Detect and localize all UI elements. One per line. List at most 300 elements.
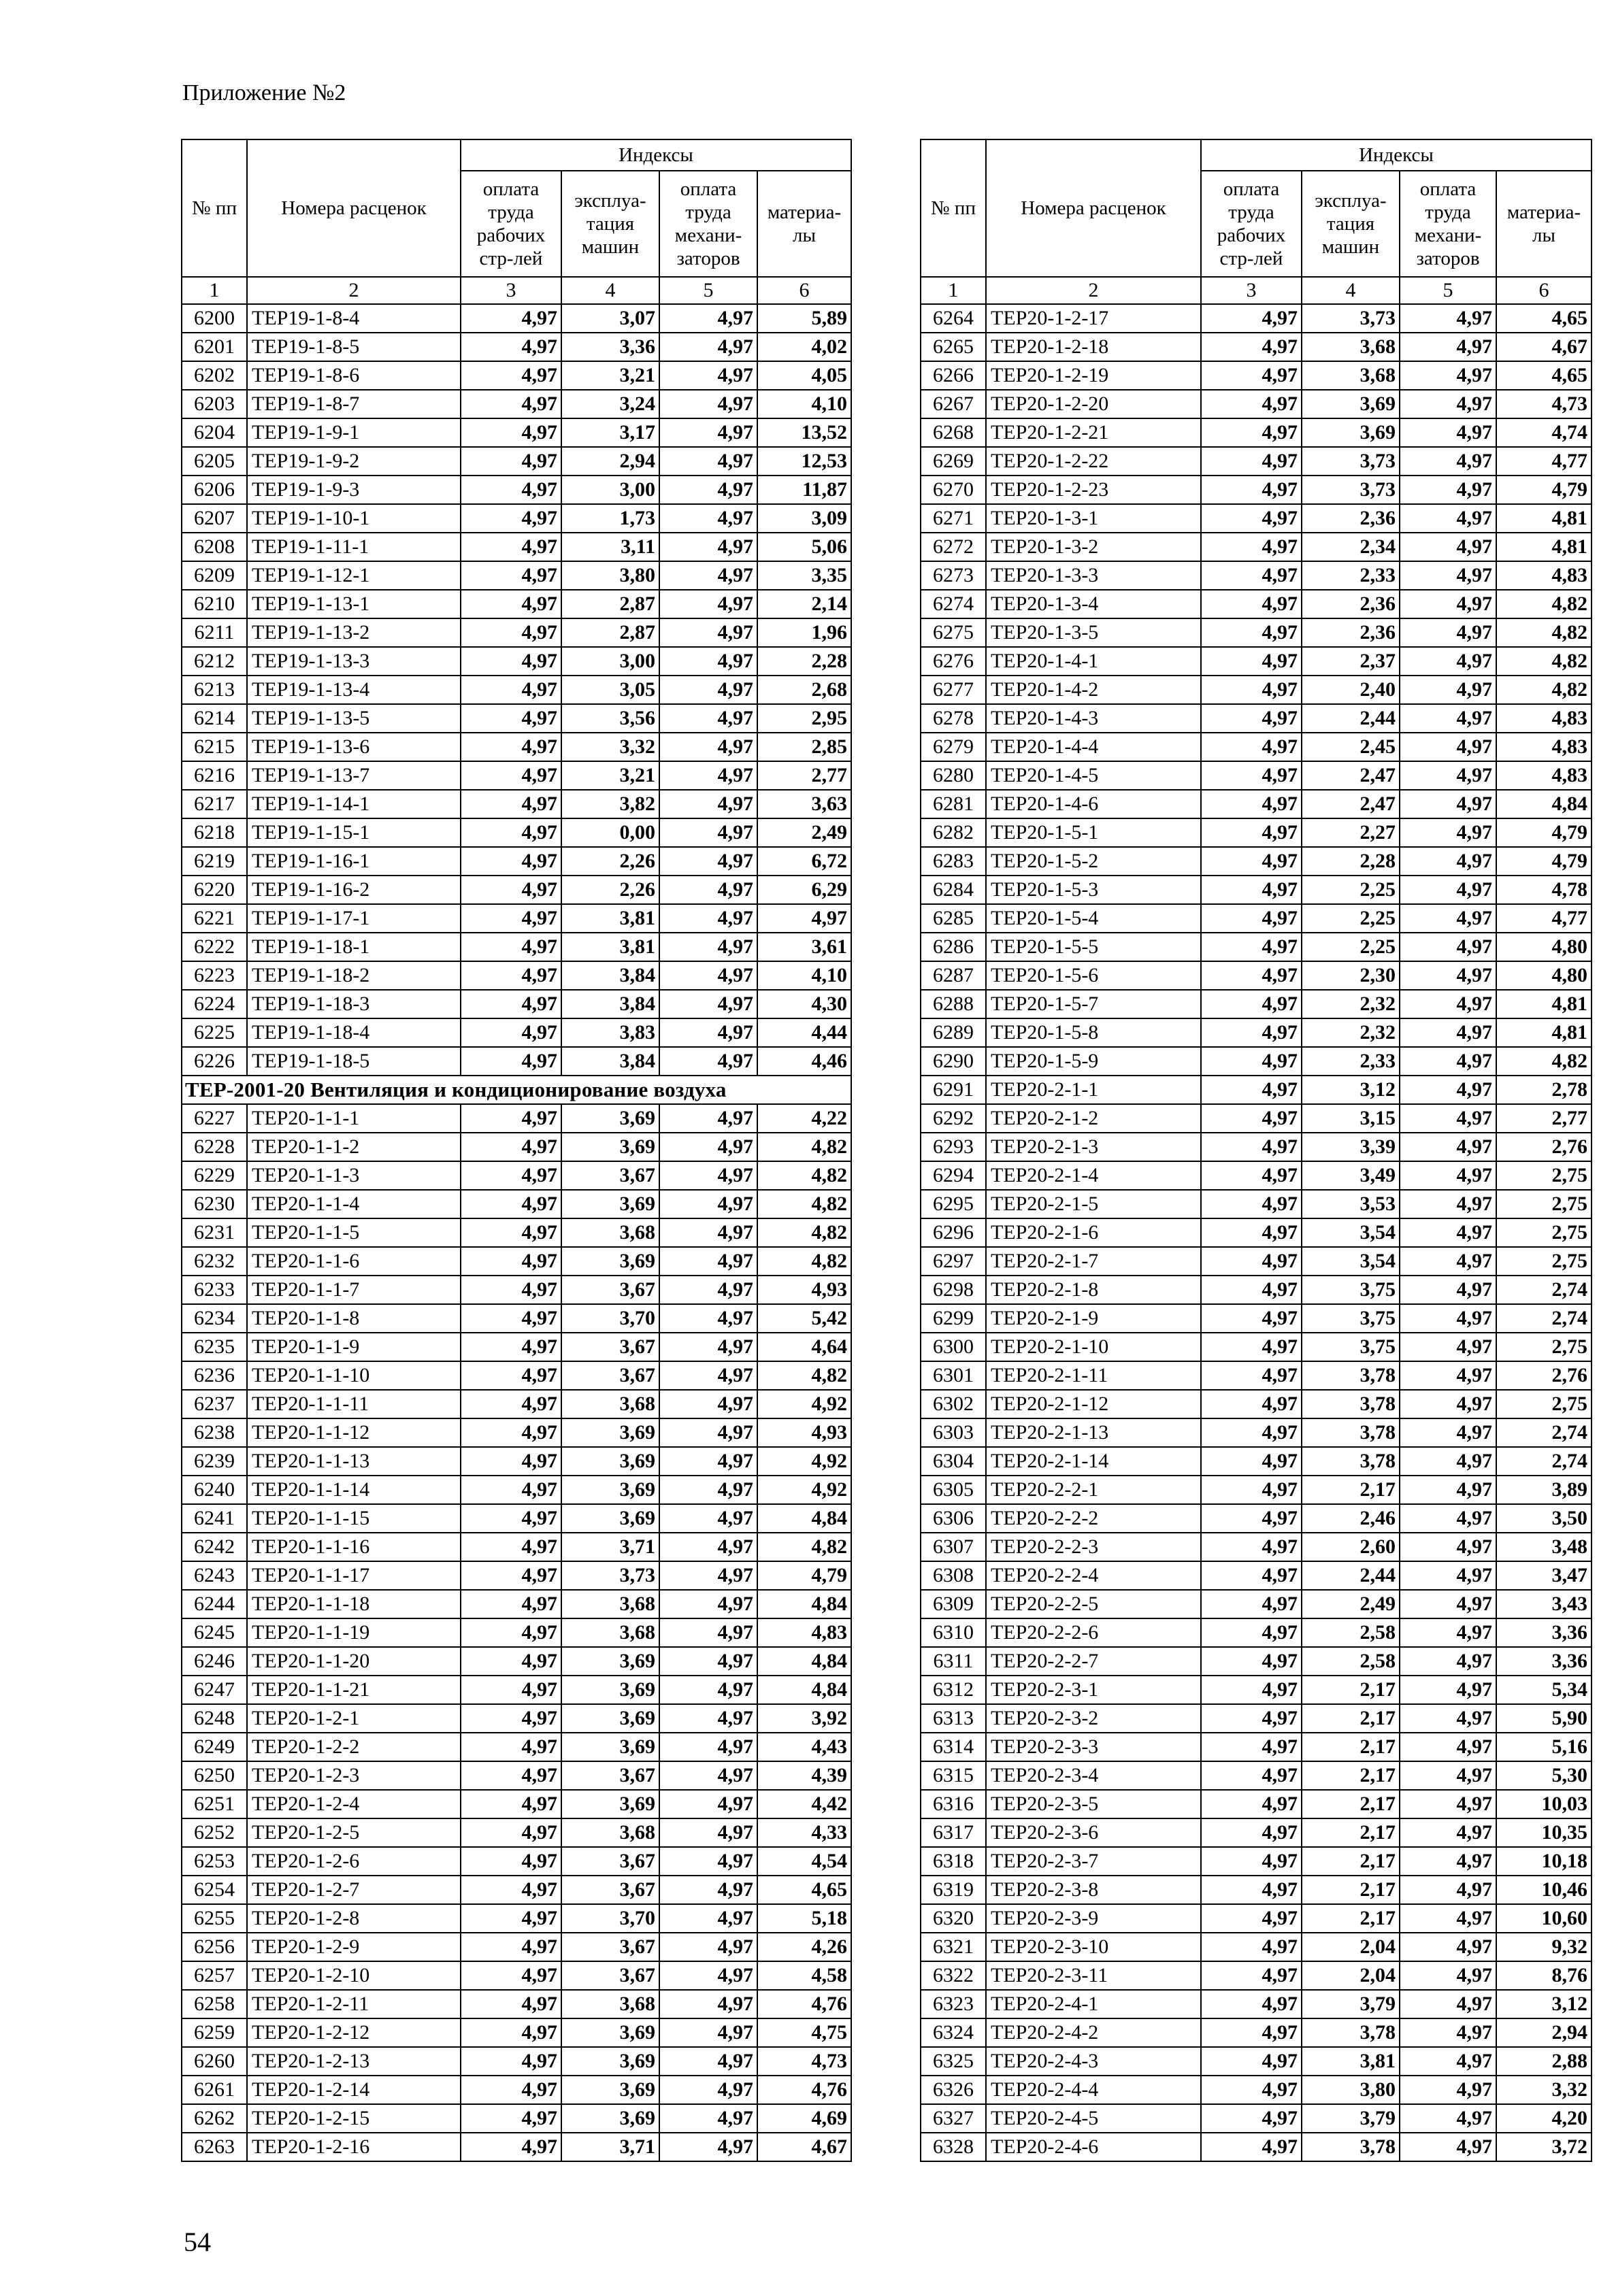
labor-index: 4,97: [1201, 847, 1302, 876]
operators-index: 4,97: [1400, 1790, 1496, 1818]
rate-code: ТЕР19-1-18-5: [247, 1047, 461, 1076]
rate-code: ТЕР20-2-3-11: [986, 1961, 1201, 1990]
materials-index: 2,74: [1496, 1304, 1592, 1333]
row-number: 6308: [921, 1561, 986, 1590]
labor-index: 4,97: [461, 1418, 561, 1447]
materials-index: 4,81: [1496, 990, 1592, 1018]
table-row: [921, 333, 1592, 361]
rate-code: ТЕР20-1-1-19: [247, 1618, 461, 1647]
table-row: [182, 1018, 851, 1047]
table-row: [182, 1761, 851, 1790]
labor-index: 4,97: [1201, 1561, 1302, 1590]
operators-index: 4,97: [659, 1990, 757, 2018]
machines-index: 2,87: [561, 590, 659, 618]
machines-index: 3,79: [1302, 2104, 1400, 2133]
rate-code: ТЕР20-1-2-14: [247, 2076, 461, 2104]
materials-index: 5,30: [1496, 1761, 1592, 1790]
rate-code: ТЕР19-1-18-2: [247, 961, 461, 990]
labor-index: 4,97: [461, 1247, 561, 1276]
operators-index: 4,97: [659, 990, 757, 1018]
table-row: [182, 1561, 851, 1590]
table-row: [182, 1333, 851, 1361]
col-header-labor: оплата труда рабочих стр-лей: [1201, 171, 1302, 277]
machines-index: 2,33: [1302, 1047, 1400, 1076]
labor-index: 4,97: [461, 761, 561, 790]
machines-index: 2,58: [1302, 1647, 1400, 1676]
row-number: 6269: [921, 447, 986, 476]
row-number: 6205: [182, 447, 247, 476]
materials-index: 4,92: [757, 1476, 851, 1504]
rate-code: ТЕР19-1-11-1: [247, 533, 461, 561]
operators-index: 4,97: [659, 676, 757, 704]
row-number: 6299: [921, 1304, 986, 1333]
table-row: [921, 2018, 1592, 2047]
row-number: 6284: [921, 876, 986, 904]
table-row: [921, 1247, 1592, 1276]
labor-index: 4,97: [461, 704, 561, 733]
table-row: [182, 618, 851, 647]
row-number: 6264: [921, 304, 986, 333]
labor-index: 4,97: [461, 533, 561, 561]
table-row: [921, 590, 1592, 618]
labor-index: 4,97: [461, 733, 561, 761]
table-row: [182, 961, 851, 990]
materials-index: 4,92: [757, 1447, 851, 1476]
rate-code: ТЕР19-1-13-3: [247, 647, 461, 676]
materials-index: 11,87: [757, 476, 851, 504]
row-number: 6316: [921, 1790, 986, 1818]
materials-index: 2,95: [757, 704, 851, 733]
row-number: 6271: [921, 504, 986, 533]
labor-index: 4,97: [1201, 1476, 1302, 1504]
table-row: [921, 1733, 1592, 1761]
labor-index: 4,97: [1201, 790, 1302, 818]
rate-code: ТЕР20-1-1-10: [247, 1361, 461, 1390]
row-number: 6252: [182, 1818, 247, 1847]
materials-index: 4,82: [1496, 590, 1592, 618]
row-number: 6217: [182, 790, 247, 818]
row-number: 6260: [182, 2047, 247, 2076]
materials-index: 4,81: [1496, 533, 1592, 561]
operators-index: 4,97: [1400, 990, 1496, 1018]
table-row: [921, 1847, 1592, 1876]
row-number: 6258: [182, 1990, 247, 2018]
materials-index: 5,18: [757, 1904, 851, 1933]
machines-index: 3,78: [1302, 1390, 1400, 1418]
labor-index: 4,97: [1201, 590, 1302, 618]
machines-index: 2,32: [1302, 990, 1400, 1018]
rate-code: ТЕР20-1-1-11: [247, 1390, 461, 1418]
machines-index: 3,78: [1302, 2133, 1400, 2161]
operators-index: 4,97: [659, 1733, 757, 1761]
row-number: 6325: [921, 2047, 986, 2076]
row-number: 6293: [921, 1133, 986, 1161]
machines-index: 3,69: [561, 1447, 659, 1476]
table-row: [182, 1904, 851, 1933]
materials-index: 4,79: [1496, 818, 1592, 847]
table-row: [182, 1847, 851, 1876]
operators-index: 4,97: [1400, 1161, 1496, 1190]
materials-index: 4,26: [757, 1933, 851, 1961]
operators-index: 4,97: [659, 2133, 757, 2161]
labor-index: 4,97: [461, 561, 561, 590]
operators-index: 4,97: [1400, 1190, 1496, 1218]
rate-code: ТЕР20-1-2-12: [247, 2018, 461, 2047]
operators-index: 4,97: [1400, 1733, 1496, 1761]
col-header-machines: эксплуа-тация машин: [561, 171, 659, 277]
rate-code: ТЕР19-1-13-5: [247, 704, 461, 733]
materials-index: 5,90: [1496, 1704, 1592, 1733]
row-number: 6279: [921, 733, 986, 761]
row-number: 6230: [182, 1190, 247, 1218]
table-row: [182, 990, 851, 1018]
operators-index: 4,97: [1400, 1018, 1496, 1047]
rate-code: ТЕР20-2-2-6: [986, 1618, 1201, 1647]
materials-index: 3,61: [757, 933, 851, 961]
materials-index: 4,02: [757, 333, 851, 361]
row-number: 6204: [182, 418, 247, 447]
materials-index: 5,34: [1496, 1676, 1592, 1704]
table-row: [182, 1647, 851, 1676]
materials-index: 2,74: [1496, 1418, 1592, 1447]
machines-index: 3,73: [1302, 476, 1400, 504]
materials-index: 3,32: [1496, 2076, 1592, 2104]
machines-index: 2,47: [1302, 790, 1400, 818]
row-number: 6274: [921, 590, 986, 618]
row-number: 6254: [182, 1876, 247, 1904]
machines-index: 3,69: [561, 2104, 659, 2133]
col-header-no: № пп: [182, 139, 247, 277]
rate-code: ТЕР20-1-5-2: [986, 847, 1201, 876]
row-number: 6300: [921, 1333, 986, 1361]
rate-code: ТЕР20-2-3-5: [986, 1790, 1201, 1818]
table-row: [182, 847, 851, 876]
labor-index: 4,97: [461, 476, 561, 504]
materials-index: 3,63: [757, 790, 851, 818]
operators-index: 4,97: [659, 1390, 757, 1418]
operators-index: 4,97: [1400, 418, 1496, 447]
materials-index: 10,60: [1496, 1904, 1592, 1933]
operators-index: 4,97: [659, 1533, 757, 1561]
row-number: 6324: [921, 2018, 986, 2047]
rate-code: ТЕР20-1-5-9: [986, 1047, 1201, 1076]
table-row: [182, 1447, 851, 1476]
rate-code: ТЕР20-2-1-12: [986, 1390, 1201, 1418]
operators-index: 4,97: [1400, 1504, 1496, 1533]
row-number: 6227: [182, 1104, 247, 1133]
rate-code: ТЕР19-1-18-3: [247, 990, 461, 1018]
labor-index: 4,97: [461, 1504, 561, 1533]
table-row: [182, 1247, 851, 1276]
row-number: 6275: [921, 618, 986, 647]
machines-index: 3,21: [561, 361, 659, 390]
col-number: 1: [921, 277, 986, 304]
operators-index: 4,97: [1400, 1276, 1496, 1304]
machines-index: 2,26: [561, 876, 659, 904]
machines-index: 3,67: [561, 1361, 659, 1390]
col-number: 3: [1201, 277, 1302, 304]
machines-index: 2,26: [561, 847, 659, 876]
row-number: 6273: [921, 561, 986, 590]
materials-index: 5,06: [757, 533, 851, 561]
machines-index: 3,75: [1302, 1304, 1400, 1333]
operators-index: 4,97: [659, 1676, 757, 1704]
table-row: [921, 361, 1592, 390]
rate-code: ТЕР20-2-1-8: [986, 1276, 1201, 1304]
machines-index: 3,84: [561, 961, 659, 990]
table-row: [921, 1133, 1592, 1161]
row-number: 6231: [182, 1218, 247, 1247]
materials-index: 3,35: [757, 561, 851, 590]
rate-code: ТЕР20-1-1-21: [247, 1676, 461, 1704]
table-row: [182, 1733, 851, 1761]
row-number: 6209: [182, 561, 247, 590]
rate-code: ТЕР19-1-9-2: [247, 447, 461, 476]
labor-index: 4,97: [461, 1904, 561, 1933]
table-row: [182, 418, 851, 447]
rate-code: ТЕР19-1-8-5: [247, 333, 461, 361]
rate-code: ТЕР20-2-1-6: [986, 1218, 1201, 1247]
operators-index: 4,97: [659, 1704, 757, 1733]
table-row: [182, 790, 851, 818]
operators-index: 4,97: [1400, 1876, 1496, 1904]
labor-index: 4,97: [461, 1647, 561, 1676]
materials-index: 3,36: [1496, 1647, 1592, 1676]
row-number: 6251: [182, 1790, 247, 1818]
labor-index: 4,97: [1201, 1504, 1302, 1533]
operators-index: 4,97: [1400, 847, 1496, 876]
operators-index: 4,97: [1400, 1447, 1496, 1476]
machines-index: 3,81: [561, 904, 659, 933]
machines-index: 2,17: [1302, 1904, 1400, 1933]
materials-index: 4,81: [1496, 504, 1592, 533]
col-number: 2: [986, 277, 1201, 304]
labor-index: 4,97: [1201, 1618, 1302, 1647]
table-row: [921, 1161, 1592, 1190]
machines-index: 3,67: [561, 1333, 659, 1361]
rate-code: ТЕР20-1-2-5: [247, 1818, 461, 1847]
labor-index: 4,97: [1201, 1590, 1302, 1618]
materials-index: 4,84: [1496, 790, 1592, 818]
materials-index: 3,43: [1496, 1590, 1592, 1618]
table-row: [921, 1818, 1592, 1847]
labor-index: 4,97: [1201, 1704, 1302, 1733]
machines-index: 2,34: [1302, 533, 1400, 561]
materials-index: 2,75: [1496, 1190, 1592, 1218]
operators-index: 4,97: [1400, 676, 1496, 704]
labor-index: 4,97: [461, 1790, 561, 1818]
table-row: [921, 1190, 1592, 1218]
row-number: 6309: [921, 1590, 986, 1618]
operators-index: 4,97: [1400, 2076, 1496, 2104]
labor-index: 4,97: [461, 818, 561, 847]
rate-code: ТЕР20-1-2-22: [986, 447, 1201, 476]
machines-index: 3,68: [561, 1818, 659, 1847]
operators-index: 4,97: [1400, 1590, 1496, 1618]
table-row: [182, 1390, 851, 1418]
row-number: 6243: [182, 1561, 247, 1590]
operators-index: 4,97: [659, 1447, 757, 1476]
row-number: 6250: [182, 1761, 247, 1790]
rate-code: ТЕР20-1-2-21: [986, 418, 1201, 447]
row-number: 6302: [921, 1390, 986, 1418]
labor-index: 4,97: [461, 1990, 561, 2018]
row-number: 6301: [921, 1361, 986, 1390]
row-number: 6327: [921, 2104, 986, 2133]
materials-index: 2,75: [1496, 1333, 1592, 1361]
row-number: 6202: [182, 361, 247, 390]
rate-code: ТЕР20-2-2-5: [986, 1590, 1201, 1618]
rate-code: ТЕР20-1-2-7: [247, 1876, 461, 1904]
labor-index: 4,97: [1201, 1933, 1302, 1961]
materials-index: 4,46: [757, 1047, 851, 1076]
row-number: 6314: [921, 1733, 986, 1761]
operators-index: 4,97: [659, 1333, 757, 1361]
rate-code: ТЕР20-1-2-3: [247, 1761, 461, 1790]
rate-code: ТЕР20-1-2-6: [247, 1847, 461, 1876]
labor-index: 4,97: [1201, 1218, 1302, 1247]
table-row: [921, 1933, 1592, 1961]
operators-index: 4,97: [1400, 1561, 1496, 1590]
row-number: 6315: [921, 1761, 986, 1790]
machines-index: 3,24: [561, 390, 659, 418]
labor-index: 4,97: [461, 1390, 561, 1418]
table-row: [182, 390, 851, 418]
operators-index: 4,97: [1400, 733, 1496, 761]
materials-index: 2,49: [757, 818, 851, 847]
operators-index: 4,97: [1400, 933, 1496, 961]
operators-index: 4,97: [1400, 2104, 1496, 2133]
table-row: [921, 2076, 1592, 2104]
labor-index: 4,97: [461, 1218, 561, 1247]
machines-index: 3,68: [561, 1218, 659, 1247]
col-header-code: Номера расценок: [247, 139, 461, 277]
materials-index: 4,69: [757, 2104, 851, 2133]
table-body: [921, 304, 1592, 2161]
row-number: 6235: [182, 1333, 247, 1361]
operators-index: 4,97: [659, 1476, 757, 1504]
table-row: [182, 1961, 851, 1990]
operators-index: 4,97: [1400, 1647, 1496, 1676]
labor-index: 4,97: [461, 961, 561, 990]
table-row: [921, 2047, 1592, 2076]
col-number: 5: [1400, 277, 1496, 304]
row-number: 6298: [921, 1276, 986, 1304]
operators-index: 4,97: [1400, 1304, 1496, 1333]
row-number: 6207: [182, 504, 247, 533]
rate-code: ТЕР20-1-3-2: [986, 533, 1201, 561]
labor-index: 4,97: [1201, 961, 1302, 990]
rate-code: ТЕР20-2-3-6: [986, 1818, 1201, 1847]
machines-index: 2,36: [1302, 504, 1400, 533]
operators-index: 4,97: [659, 504, 757, 533]
rate-code: ТЕР20-1-2-8: [247, 1904, 461, 1933]
machines-index: 3,67: [561, 1276, 659, 1304]
labor-index: 4,97: [1201, 990, 1302, 1018]
materials-index: 4,79: [1496, 476, 1592, 504]
materials-index: 4,10: [757, 961, 851, 990]
rate-code: ТЕР20-1-3-4: [986, 590, 1201, 618]
rate-code: ТЕР20-1-2-11: [247, 1990, 461, 2018]
machines-index: 2,47: [1302, 761, 1400, 790]
rate-code: ТЕР20-2-3-2: [986, 1704, 1201, 1733]
machines-index: 3,54: [1302, 1247, 1400, 1276]
machines-index: 3,53: [1302, 1190, 1400, 1218]
row-number: 6323: [921, 1990, 986, 2018]
row-number: 6320: [921, 1904, 986, 1933]
table-row: [921, 847, 1592, 876]
labor-index: 4,97: [461, 1876, 561, 1904]
operators-index: 4,97: [659, 1104, 757, 1133]
row-number: 6225: [182, 1018, 247, 1047]
rate-code: ТЕР20-1-1-2: [247, 1133, 461, 1161]
rate-code: ТЕР19-1-13-6: [247, 733, 461, 761]
labor-index: 4,97: [461, 1676, 561, 1704]
materials-index: 4,33: [757, 1818, 851, 1847]
operators-index: 4,97: [659, 1618, 757, 1647]
table-row: [921, 1761, 1592, 1790]
machines-index: 3,73: [561, 1561, 659, 1590]
col-number: 2: [247, 277, 461, 304]
materials-index: 4,58: [757, 1961, 851, 1990]
materials-index: 4,76: [757, 1990, 851, 2018]
machines-index: 3,69: [561, 2047, 659, 2076]
row-number: 6218: [182, 818, 247, 847]
labor-index: 4,97: [1201, 1904, 1302, 1933]
materials-index: 2,94: [1496, 2018, 1592, 2047]
materials-index: 4,75: [757, 2018, 851, 2047]
table-row: [921, 790, 1592, 818]
materials-index: 3,89: [1496, 1476, 1592, 1504]
machines-index: 2,17: [1302, 1704, 1400, 1733]
labor-index: 4,97: [461, 1476, 561, 1504]
labor-index: 4,97: [461, 1618, 561, 1647]
labor-index: 4,97: [1201, 361, 1302, 390]
table-row: [921, 1361, 1592, 1390]
materials-index: 2,74: [1496, 1447, 1592, 1476]
rate-code: ТЕР20-1-5-8: [986, 1018, 1201, 1047]
rate-code: ТЕР20-1-2-18: [986, 333, 1201, 361]
rate-code: ТЕР19-1-9-1: [247, 418, 461, 447]
row-number: 6257: [182, 1961, 247, 1990]
rate-code: ТЕР20-1-1-15: [247, 1504, 461, 1533]
table-row: [921, 990, 1592, 1018]
rate-code: ТЕР20-1-1-12: [247, 1418, 461, 1447]
materials-index: 3,92: [757, 1704, 851, 1733]
table-row: [921, 1590, 1592, 1618]
row-number: 6255: [182, 1904, 247, 1933]
rate-code: ТЕР20-1-1-16: [247, 1533, 461, 1561]
operators-index: 4,97: [1400, 476, 1496, 504]
machines-index: 3,69: [561, 1704, 659, 1733]
materials-index: 4,82: [1496, 647, 1592, 676]
row-number: 6223: [182, 961, 247, 990]
machines-index: 3,71: [561, 2133, 659, 2161]
col-header-labor: оплата труда рабочих стр-лей: [461, 171, 561, 277]
col-header-machines: эксплуа-тация машин: [1302, 171, 1400, 277]
row-number: 6216: [182, 761, 247, 790]
operators-index: 4,97: [1400, 647, 1496, 676]
rate-code: ТЕР19-1-16-1: [247, 847, 461, 876]
materials-index: 4,67: [757, 2133, 851, 2161]
labor-index: 4,97: [461, 590, 561, 618]
materials-index: 4,10: [757, 390, 851, 418]
materials-index: 4,84: [757, 1676, 851, 1704]
machines-index: 3,69: [1302, 390, 1400, 418]
row-number: 6221: [182, 904, 247, 933]
table-row: [182, 447, 851, 476]
table-row: [921, 876, 1592, 904]
